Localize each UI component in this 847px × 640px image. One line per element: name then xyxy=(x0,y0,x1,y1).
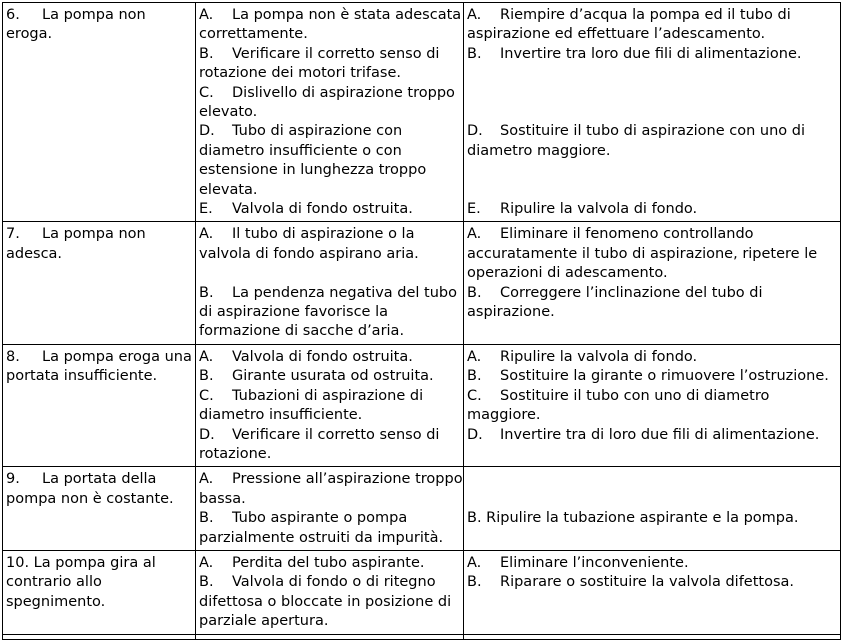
remedy-text: Riempire d’acqua la pompa ed il tubo di aspirazione ed effettuare l’adescamento. xyxy=(467,7,796,43)
problem-cell xyxy=(3,3,196,222)
item-letter: B. xyxy=(467,368,482,385)
problem-cell xyxy=(3,467,196,551)
item-letter: D. xyxy=(467,123,483,140)
remedy-text: Ripulire la valvola di fondo. xyxy=(500,200,698,217)
item-letter: A. xyxy=(199,348,214,365)
cause-text: Tubo aspirante o pompa parzialmente ostruiti da impurità. xyxy=(199,510,444,546)
item-letter: D. xyxy=(467,426,483,443)
cause-text: Valvola di fondo ostruita. xyxy=(232,201,413,218)
item-letter: B. xyxy=(199,368,214,385)
remedy-text: Sostituire il tubo con uno di diametro maggiore. xyxy=(467,387,774,424)
item-letter: E. xyxy=(467,200,481,217)
cause-cell xyxy=(196,222,464,344)
cause-text: Verificare il corretto senso di rotazione dei motori trifase. xyxy=(199,45,445,82)
empty-cell xyxy=(3,634,196,639)
remedy-text: Sostituire il tubo di aspirazione con uno di diametro maggiore. xyxy=(467,123,810,159)
remedy-text: Ripulire la valvola di fondo. xyxy=(500,348,698,365)
item-letter: B. xyxy=(199,510,214,527)
remedy-text: Invertire tra loro due fili di alimentazione. xyxy=(500,45,802,62)
table-row xyxy=(3,550,841,634)
spacer xyxy=(467,470,840,489)
remedy-text: Eliminare l’inconveniente. xyxy=(500,554,689,571)
problem-cell xyxy=(3,344,196,466)
cause-text: Valvola di fondo ostruita. xyxy=(232,348,413,365)
item-letter: C. xyxy=(467,387,482,404)
remedy-text: Ripulire la tubazione aspirante e la pompa. xyxy=(486,510,799,527)
remedy-cell xyxy=(464,550,841,634)
spacer xyxy=(467,161,840,180)
spacer xyxy=(199,264,463,283)
problem-number: 6. xyxy=(6,7,20,23)
cause-text: Dislivello di aspirazione troppo elevato. xyxy=(199,84,460,121)
spacer xyxy=(467,103,840,122)
problem-number: 9. xyxy=(6,471,20,488)
remedy-text: Eliminare il fenomeno controllando accuratamente il tubo di aspirazione, ripetere le operazioni di adescamento. xyxy=(467,226,822,282)
item-letter: B. xyxy=(467,284,482,301)
remedy-cell xyxy=(464,3,841,222)
cause-cell xyxy=(196,3,464,222)
item-letter: C. xyxy=(199,84,214,101)
item-letter: D. xyxy=(199,123,215,140)
spacer xyxy=(467,84,840,103)
item-letter: B. xyxy=(467,510,482,527)
spacer xyxy=(467,64,840,83)
table-row xyxy=(3,344,841,466)
item-letter: A. xyxy=(467,348,482,365)
problem-number: 10. xyxy=(6,554,30,571)
problem-cell xyxy=(3,222,196,344)
problem-number: 8. xyxy=(6,348,20,365)
item-letter: B. xyxy=(199,45,214,62)
problem-number: 7. xyxy=(6,226,20,243)
empty-cell xyxy=(196,634,464,639)
remedy-text: Sostituire la girante o rimuovere l’ostruzione. xyxy=(500,368,829,385)
cause-cell xyxy=(196,550,464,634)
item-letter: B. xyxy=(467,574,482,591)
empty-cell xyxy=(464,634,841,639)
spacer xyxy=(467,181,840,200)
item-letter: A. xyxy=(199,7,214,23)
item-letter: C. xyxy=(199,387,214,404)
cause-text: Perdita del tubo aspirante. xyxy=(232,554,425,571)
item-letter: A. xyxy=(199,471,214,488)
remedy-cell xyxy=(464,344,841,466)
item-letter: A. xyxy=(199,226,214,243)
remedy-cell xyxy=(464,467,841,551)
cause-text: Verificare il corretto senso di rotazione. xyxy=(199,426,445,462)
cause-cell xyxy=(196,344,464,466)
item-letter: A. xyxy=(199,554,214,571)
table-row xyxy=(3,222,841,344)
problem-cell xyxy=(3,550,196,634)
table-row xyxy=(3,3,841,222)
troubleshooting-table xyxy=(2,2,841,640)
remedy-text: Invertire tra di loro due fili di alimentazione. xyxy=(500,426,820,443)
cause-text: La pompa non è stata adescata correttamente. xyxy=(199,7,466,43)
item-letter: A. xyxy=(467,226,482,243)
item-letter: D. xyxy=(199,426,215,443)
cause-text: Girante usurata od ostruita. xyxy=(232,368,434,385)
problem-text: La pompa gira al contrario allo spegnimento. xyxy=(6,554,161,610)
problem-text: La pompa non adesca. xyxy=(6,226,151,262)
table-row xyxy=(3,634,841,639)
table-row xyxy=(3,467,841,551)
item-letter: B. xyxy=(199,284,214,301)
remedy-text: Correggere l’inclinazione del tubo di aspirazione. xyxy=(467,284,768,321)
item-letter: A. xyxy=(467,554,482,571)
cause-text: Tubo di aspirazione con diametro insufficiente o con estensione in lunghezza troppo elevata. xyxy=(199,123,431,198)
remedy-cell xyxy=(464,222,841,344)
item-letter: E. xyxy=(199,201,213,218)
cause-cell xyxy=(196,467,468,551)
cause-text: Pressione all’aspirazione troppo bassa. xyxy=(199,471,468,507)
problem-text: La pompa eroga una portata insufficiente. xyxy=(6,348,197,385)
cause-text: Valvola di fondo o di ritegno difettosa o bloccate in posizione di parziale apertura. xyxy=(199,574,456,630)
cause-text: Il tubo di aspirazione o la valvola di fondo aspirano aria. xyxy=(199,226,420,262)
problem-text: La pompa non eroga. xyxy=(6,7,151,43)
spacer xyxy=(467,490,840,509)
problem-text: La portata della pompa non è costante. xyxy=(6,471,174,507)
cause-text: Tubazioni di aspirazione di diametro insufficiente. xyxy=(199,387,428,424)
remedy-text: Riparare o sostituire la valvola difettosa. xyxy=(500,574,795,591)
cause-text: La pendenza negativa del tubo di aspirazione favorisce la formazione di sacche d’aria. xyxy=(199,284,462,340)
item-letter: B. xyxy=(199,574,214,591)
item-letter: B. xyxy=(467,45,482,62)
item-letter: A. xyxy=(467,7,482,23)
